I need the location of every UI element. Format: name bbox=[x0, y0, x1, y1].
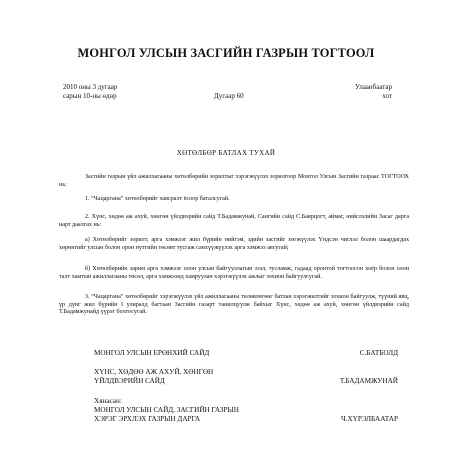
city-line-2: хот bbox=[382, 92, 392, 100]
date-block bbox=[63, 83, 117, 101]
date-line-2: сарын 10-ны өдөр bbox=[63, 92, 117, 100]
cabinet-head-title bbox=[94, 406, 239, 424]
minister-name: Т.БАДАМЖУНАЙ bbox=[339, 377, 398, 385]
pm-name: С.БАТБОЛД bbox=[359, 349, 398, 357]
minister-title-line-1: ХҮНС, ХӨДӨӨ АЖ АХУЙ, ХӨНГӨН bbox=[94, 368, 214, 376]
document-title: МОНГОЛ УЛСЫН ЗАСГИЙН ГАЗРЫН ТОГТООЛ bbox=[77, 46, 375, 60]
paragraph-text: а) Хөтөлбөрийг зорилт, арга хэмжээг жил бүрийн нийгэм, эдийн засгийг хөгжүүлэх Үндсэн чиглэл болон шаардагдах хөрөнгийг улсын болон орон нутгийн төсөвт тусгаж санхүүжүүлэх арга хэмжээ авсугай; bbox=[59, 237, 409, 251]
pm-title: МОНГОЛ УЛСЫН ЕРӨНХИЙ САЙД bbox=[94, 349, 210, 357]
document-subtitle: ХӨТӨЛБӨР БАТЛАХ ТУХАЙ bbox=[176, 149, 276, 157]
paragraph-item-2b bbox=[59, 266, 409, 281]
paragraph-item-3 bbox=[59, 294, 409, 317]
city-block bbox=[330, 83, 392, 101]
paragraph-text: 3. “Чацаргана” хөтөлбөрийг хэрэгжүүлэх үйл ажиллагааны төлөвлөгөөг батлан хэрэгжилтийг зохион байгуулж, түүний явц, үр дүнг жил бүрийн I улиралд багтаан Засгийн газарт танилцуулж байхыг Хүнс, хөдөө аж ахуй, хөнгөн үйлдвэрийн сайд Т.Бадамжунайд үүрэг болгосугай. bbox=[59, 294, 409, 316]
paragraph-text: 1. “Чацаргана” хөтөлбөрийг хавсралт ёсоор баталсугай. bbox=[85, 196, 230, 202]
cabinet-head-title-line-2: ХЭРЭГ ЭРХЛЭХ ГАЗРЫН ДАРГА bbox=[94, 414, 201, 423]
cabinet-head-name: Ч.ХҮРЭЛБААТАР bbox=[340, 415, 398, 423]
paragraph-item-1 bbox=[59, 196, 409, 204]
minister-title bbox=[94, 368, 213, 386]
date-line-1: 2010 оны 3 дугаар bbox=[63, 83, 118, 91]
paragraph-item-2a bbox=[59, 237, 409, 252]
paragraph-text: б) Хөтөлбөрийн зарим арга хэмжээг олон улсын байгууллагын зээл, тусламж, гадаад оронтой тогтоосон хоёр болон олон талт хамтын ажиллагааны төсөл, арга хэмжээнд хамруулан хэрэгжүүлэх ажлыг зохион байгуулсугай. bbox=[59, 266, 409, 280]
decree-number: Дугаар 60 bbox=[214, 92, 244, 100]
minister-title-line-2: ҮЙЛДВЭРИЙН САЙД bbox=[94, 376, 165, 385]
paragraph-text: 2. Хүнс, хөдөө аж ахуй, хөнгөн үйлдвэрийн сайд Т.Бадамжунай, Сангийн сайд С.Баярцогт, аймаг, нийслэлийн Засаг дарга нарт даалгах нь: bbox=[59, 214, 409, 228]
paragraph-text: Засгийн газрын үйл ажиллагааны хөтөлбөрийн зорилтыг хэрэгжүүлэх зорилгоор Монгол Улсын Засгийн газраас ТОГТООХ нь: bbox=[59, 174, 409, 188]
reviewed-label: Хянасан: bbox=[94, 397, 122, 405]
city-line-1: Улаанбаатар bbox=[355, 83, 392, 91]
cabinet-head-title-line-1: МОНГОЛ УЛСЫН САЙД, ЗАСГИЙН ГАЗРЫН bbox=[94, 406, 239, 414]
paragraph-item-2 bbox=[59, 214, 409, 229]
paragraph-intro bbox=[59, 174, 409, 189]
